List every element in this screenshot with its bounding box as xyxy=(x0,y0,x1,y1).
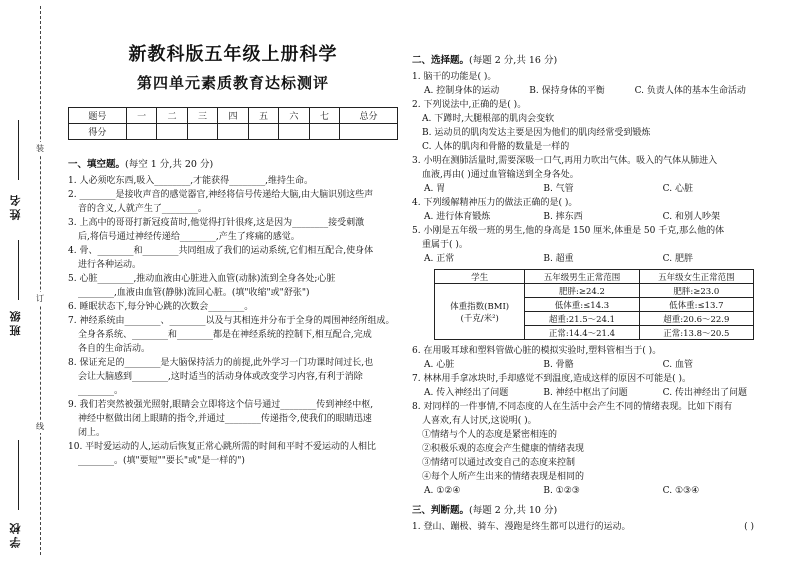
fill-question-line: 10. 平时爱运动的人,运动后恢复正常心跳所需的时间和平时不爱运动的人相比 xyxy=(68,442,377,452)
fill-question-line: 后,将信号通过神经传递给________,产生了疼痛的感觉。 xyxy=(78,232,300,242)
score-table-score-row xyxy=(69,124,398,140)
name-field-label: 姓名 xyxy=(9,192,22,220)
option[interactable]: A. 下蹲时,大腿根部的肌肉会变软 xyxy=(422,114,555,124)
school-field-line[interactable] xyxy=(18,440,19,510)
fill-question-line: 5. 心脏________,推动血液由心脏进入血管(动脉)流到全身各处;心脏 xyxy=(68,274,336,284)
score-cell: 七 xyxy=(309,108,339,124)
option[interactable]: C. 肥胖 xyxy=(662,254,693,264)
page-title: 新教科版五年级上册科学 xyxy=(128,44,338,65)
score-input-cell[interactable] xyxy=(248,124,278,140)
statement: ④每个人所产生出来的情绪表现是相同的 xyxy=(422,472,585,482)
option[interactable]: C. ①③④ xyxy=(662,486,700,496)
option[interactable]: A. 传入神经出了问题 xyxy=(424,388,509,398)
bmi-cell: 肥胖:≥23.0 xyxy=(639,284,753,298)
class-field-label: 班级 xyxy=(9,308,22,336)
bmi-header-row xyxy=(435,270,754,284)
fill-question-line: 音的含义,人就产生了________。 xyxy=(78,204,207,214)
fill-question-line: 2. ________是接收声音的感觉器官,神经将信号传递给大脑,由大脑识别这些声 xyxy=(68,190,374,200)
option[interactable]: B. 超重 xyxy=(543,254,574,264)
bmi-cell: 超重:21.5～24.1 xyxy=(525,312,639,326)
score-cell: 二 xyxy=(157,108,187,124)
option[interactable]: C. 负责人体的基本生命活动 xyxy=(634,86,746,96)
option[interactable]: B. 神经中枢出了问题 xyxy=(543,388,628,398)
question-text: 7. 林林用手拿冰块时,手却感觉不到温度,造成这样的原因不可能是( )。 xyxy=(412,374,692,384)
bmi-header-cell: 五年级男生正常范围 xyxy=(525,270,639,284)
question-text: 3. 小明在测肺活量时,需要深吸一口气,再用力吹出气体。吸入的气体从肺进入 xyxy=(412,156,718,166)
option-row xyxy=(412,182,782,196)
section2-title: 二、选择题。 xyxy=(412,55,470,66)
score-table-header-row xyxy=(69,108,398,124)
question-text: 4. 下列缓解精神压力的做法正确的是( )。 xyxy=(412,198,578,208)
fill-question-line: ________。(填"要短""要长"或"是一样的") xyxy=(78,456,245,466)
score-cell: 四 xyxy=(218,108,248,124)
binding-char: 线 xyxy=(36,422,44,431)
statement: ③情绪可以通过改变自己的态度来控制 xyxy=(422,458,576,468)
question-text: 1. 登山、蹦极、骑车、漫跑是终生都可以进行的运动。 xyxy=(412,522,631,532)
score-input-cell[interactable] xyxy=(279,124,309,140)
score-cell: 一 xyxy=(126,108,156,124)
fill-question-line: 进行各种运动。 xyxy=(78,260,142,270)
fill-question-line: 3. 上高中的哥哥打新冠疫苗时,他觉得打针很疼,这是因为________接受刺激 xyxy=(68,218,365,228)
question-text: 2. 下列说法中,正确的是( )。 xyxy=(412,100,527,110)
question-text: 血液,再由( )通过血管输送到全身各处。 xyxy=(422,170,579,180)
option[interactable]: C. 传出神经出了问题 xyxy=(662,388,747,398)
section3-heading xyxy=(412,502,782,516)
score-cell: 三 xyxy=(187,108,217,124)
option-row xyxy=(412,84,782,98)
bmi-header-cell: 五年级女生正常范围 xyxy=(639,270,753,284)
left-column xyxy=(68,40,398,468)
option[interactable]: B. 骨骼 xyxy=(543,360,574,370)
score-cell: 总分 xyxy=(340,108,398,124)
binding-char: 订 xyxy=(36,294,44,303)
section1-heading xyxy=(68,156,398,170)
bmi-table xyxy=(434,269,754,340)
section2-heading xyxy=(412,52,782,66)
school-field-label: 学校 xyxy=(9,520,22,548)
name-field-line[interactable] xyxy=(18,120,19,180)
section1-title: 一、填空题。 xyxy=(68,159,126,170)
option-row xyxy=(412,358,782,372)
fill-question-line: 各自的生命活动。 xyxy=(78,344,151,354)
option-row xyxy=(412,386,782,400)
score-input-cell[interactable] xyxy=(126,124,156,140)
score-input-cell[interactable] xyxy=(340,124,398,140)
section3-note: (每题 2 分,共 10 分) xyxy=(469,505,558,516)
bmi-header-cell: 学生 xyxy=(435,270,525,284)
option[interactable]: A. ①②④ xyxy=(424,486,461,496)
score-cell: 六 xyxy=(279,108,309,124)
binding-char: 装 xyxy=(36,144,44,153)
section1-questions xyxy=(68,174,398,468)
option[interactable]: B. 保持身体的平衡 xyxy=(529,86,605,96)
option-row xyxy=(412,252,782,266)
score-cell: 题号 xyxy=(69,108,127,124)
bmi-label: 体重指数(BMI) xyxy=(450,301,510,312)
score-input-cell[interactable] xyxy=(309,124,339,140)
score-input-cell[interactable] xyxy=(218,124,248,140)
question-text: 人喜欢,有人讨厌,这说明( )。 xyxy=(422,416,537,426)
binding-margin xyxy=(0,0,62,561)
fill-question-line: 6. 睡眠状态下,每分钟心跳的次数会________。 xyxy=(68,302,254,312)
fill-question-line: 4. 骨、________和________共同组成了我们的运动系统,它们相互配合,使身体 xyxy=(68,246,374,256)
section1-note: (每空 1 分,共 20 分) xyxy=(125,159,214,170)
score-input-cell[interactable] xyxy=(157,124,187,140)
fill-question-line: ________,血液由血管(静脉)流回心脏。(填"收缩"或"舒张") xyxy=(78,288,310,298)
option[interactable]: C. 和别人吵架 xyxy=(662,212,720,222)
score-table xyxy=(68,107,398,140)
fill-question-line: 闭上。 xyxy=(78,428,106,438)
score-cell: 五 xyxy=(248,108,278,124)
statement: ①情绪与个人的态度是紧密相连的 xyxy=(422,430,558,440)
bmi-cell: 低体重:≤14.3 xyxy=(525,298,639,312)
question-text: 5. 小刚是五年级一班的男生,他的身高是 150 厘米,体重是 50 千克,那么他的体 xyxy=(412,226,725,236)
judge-question xyxy=(412,520,782,534)
fill-question-line: 全身各系统、________和________都是在神经系统的控制下,相互配合,完成 xyxy=(78,330,372,340)
fill-question-line: ________。 xyxy=(78,386,124,396)
option[interactable]: C. 人体的肌肉和骨骼的数量是一样的 xyxy=(422,142,570,152)
option[interactable]: A. 胃 xyxy=(424,184,446,194)
section2-note: (每题 2 分,共 16 分) xyxy=(469,55,558,66)
option[interactable]: C. 血管 xyxy=(662,360,693,370)
bmi-cell: 超重:20.6～22.9 xyxy=(639,312,753,326)
question-text: 重属于( )。 xyxy=(422,240,468,250)
option-row xyxy=(412,210,782,224)
fill-question-line: 会让大脑感到________,这时适当的活动身体或改变学习内容,有利于消除 xyxy=(78,372,363,382)
answer-blank[interactable]: ( ) xyxy=(744,522,754,532)
binding-dashed-line xyxy=(40,6,41,555)
option-row xyxy=(412,484,782,498)
class-field-line[interactable] xyxy=(18,240,19,300)
score-row-label: 得分 xyxy=(69,124,127,140)
section3-title: 三、判断题。 xyxy=(412,505,470,516)
bmi-unit: (千克/米²) xyxy=(460,313,499,324)
fill-question-line: 9. 我们若突然被强光照射,眼睛会立即将这个信号通过________传到神经中枢, xyxy=(68,400,374,410)
statement: ②积极乐观的态度会产生健康的情绪表现 xyxy=(422,444,585,454)
option[interactable]: B. 运动员的肌肉发达主要是因为他们的肌肉经常受到锻炼 xyxy=(422,128,651,138)
score-input-cell[interactable] xyxy=(187,124,217,140)
question-text: 8. 对同样的一件事情,不同态度的人在生活中会产生不同的情绪表现。比如下雨有 xyxy=(412,402,733,412)
option[interactable]: B. ①②③ xyxy=(543,486,580,496)
right-column xyxy=(412,52,782,534)
fill-question-line: 神经中枢做出闭上眼睛的指令,并通过________传递指令,使我们的眼睛迅速 xyxy=(78,414,372,424)
bmi-cell: 正常:14.4～21.4 xyxy=(525,326,639,340)
question-text: 1. 脑干的功能是( )。 xyxy=(412,72,497,82)
bmi-cell: 肥胖:≥24.2 xyxy=(525,284,639,298)
option[interactable]: C. 心脏 xyxy=(662,184,693,194)
bmi-label-cell xyxy=(435,284,525,340)
fill-question-line: 8. 保证充足的________是大脑保持活力的前提,此外学习一门功课时间过长,也 xyxy=(68,358,374,368)
option[interactable]: B. 气管 xyxy=(543,184,574,194)
bmi-cell: 低体重:≤13.7 xyxy=(639,298,753,312)
option[interactable]: A. 心脏 xyxy=(424,360,455,370)
page-subtitle: 第四单元素质教育达标测评 xyxy=(136,74,329,92)
fill-question-line: 1. 人必须吃东西,吸入________,才能获得________,维持生命。 xyxy=(68,176,314,186)
fill-question-line: 7. 神经系统由________、________以及与其相连并分布于全身的周围神经所组成。 xyxy=(68,316,395,326)
bmi-cell: 正常:13.8～20.5 xyxy=(639,326,753,340)
option[interactable]: B. 摔东西 xyxy=(543,212,583,222)
question-text: 6. 在用吸耳球和塑料管做心脏的模拟实验时,塑料管相当于( )。 xyxy=(412,346,662,356)
option[interactable]: A. 正常 xyxy=(424,254,455,264)
option[interactable]: A. 控制身体的运动 xyxy=(424,86,500,96)
bmi-row xyxy=(435,284,754,298)
option[interactable]: A. 进行体育锻炼 xyxy=(424,212,491,222)
